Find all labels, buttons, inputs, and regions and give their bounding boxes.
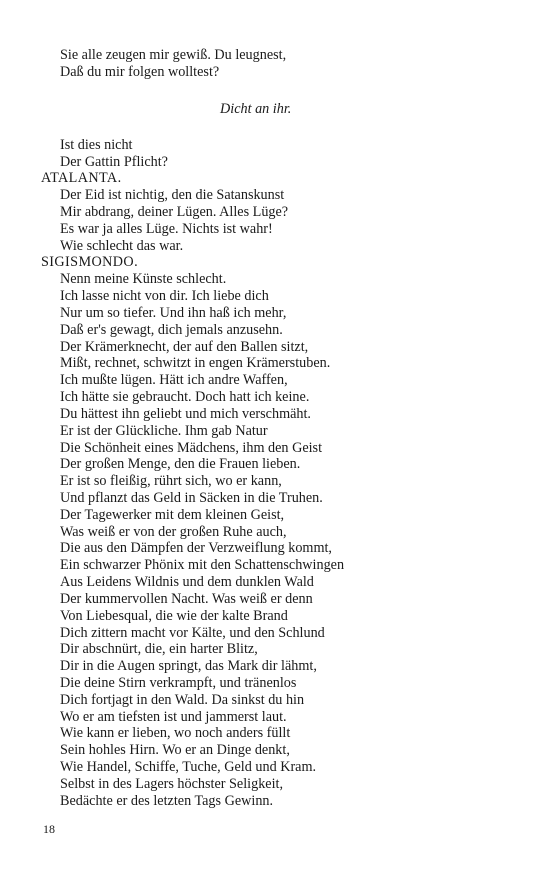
verse-line: Aus Leidens Wildnis und dem dunklen Wald: [60, 574, 314, 590]
verse-line: Nur um so tiefer. Und ihn haß ich mehr,: [60, 305, 287, 321]
verse-line: Daß er's gewagt, dich jemals anzusehn.: [60, 322, 283, 338]
verse-line: Der großen Menge, den die Frauen lieben.: [60, 456, 301, 472]
speaker-name: SIGISMONDO.: [41, 254, 139, 270]
verse-line: Du hättest ihn geliebt und mich verschmäht.: [60, 406, 311, 422]
page-number: 18: [43, 822, 55, 836]
speaker-name: ATALANTA.: [41, 170, 122, 186]
stage-direction: Dicht an ihr.: [220, 101, 292, 117]
verse-line: Der Gattin Pflicht?: [60, 154, 168, 170]
verse-line: Sie alle zeugen mir gewiß. Du leugnest,: [60, 47, 287, 63]
verse-line: Es war ja alles Lüge. Nichts ist wahr!: [60, 221, 273, 237]
verse-line: Dich fortjagt in den Wald. Da sinkst du hin: [60, 692, 305, 708]
verse-line: Der Tagewerker mit dem kleinen Geist,: [60, 507, 285, 523]
verse-line: Selbst in des Lagers höchster Seligkeit,: [60, 776, 284, 792]
verse-line: Ist dies nicht: [60, 137, 133, 153]
verse-line: Die deine Stirn verkrampft, und tränenlos: [60, 675, 297, 691]
verse-line: Der kummervollen Nacht. Was weiß er denn: [60, 591, 313, 607]
verse-line: Mir abdrang, deiner Lügen. Alles Lüge?: [60, 204, 289, 220]
verse-line: Dir abschnürt, die, ein harter Blitz,: [60, 641, 258, 657]
verse-line: Daß du mir folgen wolltest?: [60, 64, 220, 80]
verse-line: Dich zittern macht vor Kälte, und den Schlund: [60, 625, 325, 641]
verse-line: Sein hohles Hirn. Wo er an Dinge denkt,: [60, 742, 290, 758]
verse-line: Er ist so fleißig, rührt sich, wo er kann,: [60, 473, 282, 489]
verse-line: Wie Handel, Schiffe, Tuche, Geld und Kram.: [60, 759, 317, 775]
verse-line: Die Schönheit eines Mädchens, ihm den Geist: [60, 440, 323, 456]
verse-line: Wo er am tiefsten ist und jammerst laut.: [60, 709, 287, 725]
verse-line: Mißt, rechnet, schwitzt in engen Krämerstuben.: [60, 355, 331, 371]
verse-line: Wie kann er lieben, wo noch anders füllt: [60, 725, 291, 741]
verse-line: Ich lasse nicht von dir. Ich liebe dich: [60, 288, 269, 304]
verse-line: Bedächte er des letzten Tags Gewinn.: [60, 793, 274, 809]
verse-line: Ich hätte sie gebraucht. Doch hatt ich keine.: [60, 389, 310, 405]
verse-line: Der Eid ist nichtig, den die Satanskunst: [60, 187, 285, 203]
verse-line: Nenn meine Künste schlecht.: [60, 271, 227, 287]
verse-line: Der Krämerknecht, der auf den Ballen sitzt,: [60, 339, 309, 355]
verse-line: Dir in die Augen springt, das Mark dir lähmt,: [60, 658, 317, 674]
verse-line: Was weiß er von der großen Ruhe auch,: [60, 524, 287, 540]
verse-line: Er ist der Glückliche. Ihm gab Natur: [60, 423, 268, 439]
verse-line: Die aus den Dämpfen der Verzweiflung kommt,: [60, 540, 332, 556]
verse-line: Und pflanzt das Geld in Säcken in die Truhen.: [60, 490, 323, 506]
verse-line: Ein schwarzer Phönix mit den Schattenschwingen: [60, 557, 345, 573]
verse-line: Wie schlecht das war.: [60, 238, 184, 254]
verse-line: Ich mußte lügen. Hätt ich andre Waffen,: [60, 372, 288, 388]
verse-line: Von Liebesqual, die wie der kalte Brand: [60, 608, 288, 624]
